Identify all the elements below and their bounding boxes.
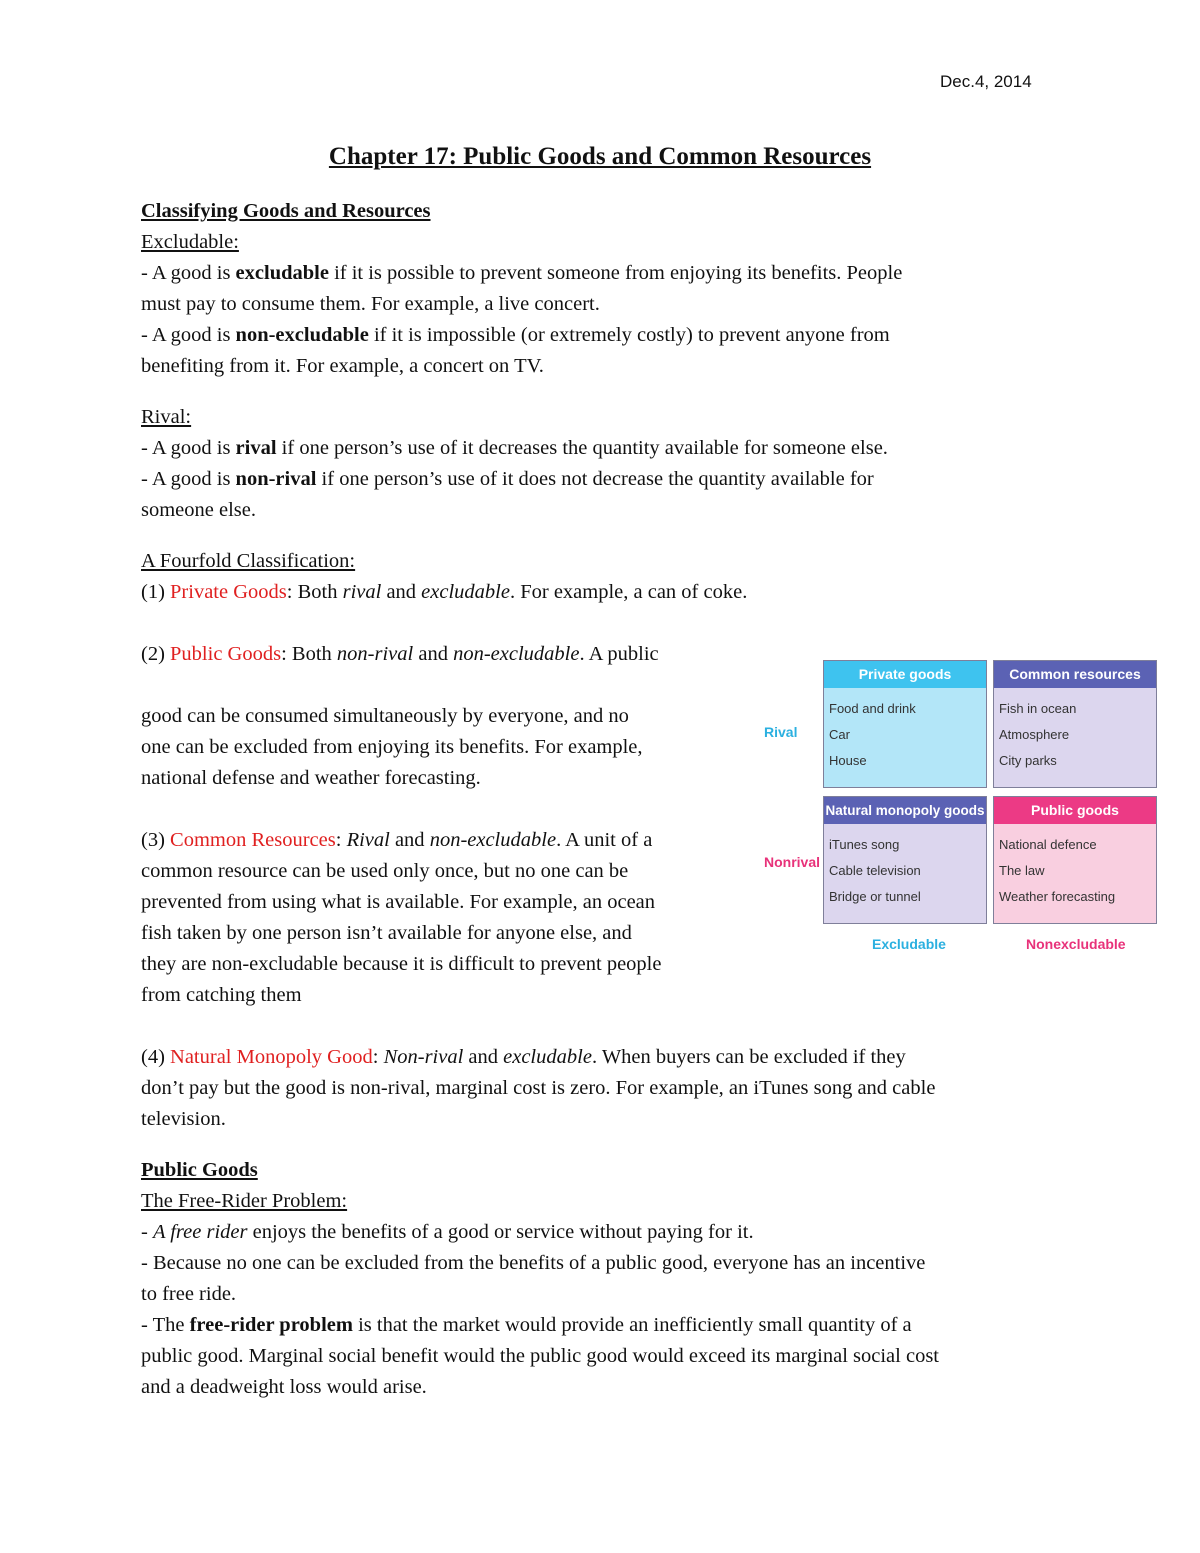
free-rider-line-5: public good. Marginal social benefit would the public good would exceed its marginal social cost xyxy=(141,1345,939,1367)
col-label-excludable: Excludable xyxy=(872,936,946,952)
cell-private-goods xyxy=(823,660,987,788)
cell-item: Atmosphere xyxy=(999,727,1070,742)
fourfold-item-1: (1) Private Goods: Both rival and excludable. For example, a can of coke. xyxy=(141,581,748,603)
fourfold-item-3-line-6: from catching them xyxy=(141,984,302,1006)
fourfold-item-4: (4) Natural Monopoly Good: Non-rival and excludable. When buyers can be excluded if they xyxy=(141,1046,906,1068)
cell-item: Bridge or tunnel xyxy=(829,889,921,904)
subheading-fourfold: A Fourfold Classification: xyxy=(141,550,356,572)
subheading-excludable: Excludable: xyxy=(141,231,239,253)
document-date: Dec.4, 2014 xyxy=(940,72,1032,91)
row-label-rival: Rival xyxy=(764,724,798,740)
free-rider-line-3: to free ride. xyxy=(141,1283,237,1305)
cell-public-goods xyxy=(993,796,1157,924)
fourfold-item-2-line-4: national defense and weather forecasting. xyxy=(141,767,481,789)
free-rider-line-6: and a deadweight loss would arise. xyxy=(141,1376,427,1398)
fourfold-item-3-line-3: prevented from using what is available. For example, an ocean xyxy=(141,891,656,913)
cell-item: House xyxy=(829,753,867,768)
cell-header: Public goods xyxy=(994,797,1156,824)
cell-common-resources xyxy=(993,660,1157,788)
fourfold-item-4-line-2: don’t pay but the good is non-rival, marginal cost is zero. For example, an iTunes song and cable xyxy=(141,1077,936,1099)
fourfold-item-2: (2) Public Goods: Both non-rival and non-excludable. A public xyxy=(141,643,659,665)
section-heading-public-goods: Public Goods xyxy=(141,1159,258,1181)
cell-header: Common resources xyxy=(994,661,1156,688)
rival-line-3: someone else. xyxy=(141,499,256,521)
cell-item: City parks xyxy=(999,753,1057,768)
free-rider-line-4: - The free-rider problem is that the market would provide an inefficiently small quantity of a xyxy=(141,1314,912,1336)
excludable-line-2: must pay to consume them. For example, a live concert. xyxy=(141,293,600,315)
cell-item: Fish in ocean xyxy=(999,701,1077,716)
cell-item: Car xyxy=(829,727,850,742)
rival-line-2: - A good is non-rival if one person’s use of it does not decrease the quantity available for xyxy=(141,468,874,490)
row-label-nonrival: Nonrival xyxy=(764,854,821,870)
excludable-line-3: - A good is non-excludable if it is impossible (or extremely costly) to prevent anyone from xyxy=(141,324,890,346)
cell-natural-monopoly-goods xyxy=(823,796,987,924)
fourfold-item-3-line-2: common resource can be used only once, but no one can be xyxy=(141,860,629,882)
fourfold-item-2-line-3: one can be excluded from enjoying its benefits. For example, xyxy=(141,736,643,758)
fourfold-item-3-line-4: fish taken by one person isn’t available for anyone else, and xyxy=(141,922,632,944)
fourfold-item-4-line-3: television. xyxy=(141,1108,226,1130)
excludable-line-4: benefiting from it. For example, a concert on TV. xyxy=(141,355,544,377)
page-title: Chapter 17: Public Goods and Common Resources xyxy=(328,143,872,170)
subheading-free-rider: The Free-Rider Problem: xyxy=(141,1190,348,1212)
cell-item: iTunes song xyxy=(829,837,900,852)
section-heading-classifying: Classifying Goods and Resources xyxy=(141,200,431,222)
cell-item: The law xyxy=(999,863,1045,878)
rival-line-1: - A good is rival if one person’s use of it decreases the quantity available for someone else. xyxy=(141,437,888,459)
cell-header: Private goods xyxy=(824,661,986,688)
cell-header: Natural monopoly goods xyxy=(824,797,986,824)
excludable-line-1: - A good is excludable if it is possible to prevent someone from enjoying its benefits. People xyxy=(141,262,903,284)
subheading-rival: Rival: xyxy=(141,406,192,428)
fourfold-item-2-line-2: good can be consumed simultaneously by everyone, and no xyxy=(141,705,629,727)
cell-item: National defence xyxy=(999,837,1097,852)
fourfold-item-3: (3) Common Resources: Rival and non-excludable. A unit of a xyxy=(141,829,653,851)
free-rider-line-1: - A free rider enjoys the benefits of a good or service without paying for it. xyxy=(141,1221,754,1243)
col-label-nonexcludable: Nonexcludable xyxy=(1026,936,1126,952)
goods-classification-figure xyxy=(760,658,1160,958)
cell-item: Cable television xyxy=(829,863,921,878)
cell-item: Food and drink xyxy=(829,701,916,716)
fourfold-item-3-line-5: they are non-excludable because it is difficult to prevent people xyxy=(141,953,662,975)
cell-item: Weather forecasting xyxy=(999,889,1116,904)
free-rider-line-2: - Because no one can be excluded from the benefits of a public good, everyone has an incentive xyxy=(141,1252,926,1274)
